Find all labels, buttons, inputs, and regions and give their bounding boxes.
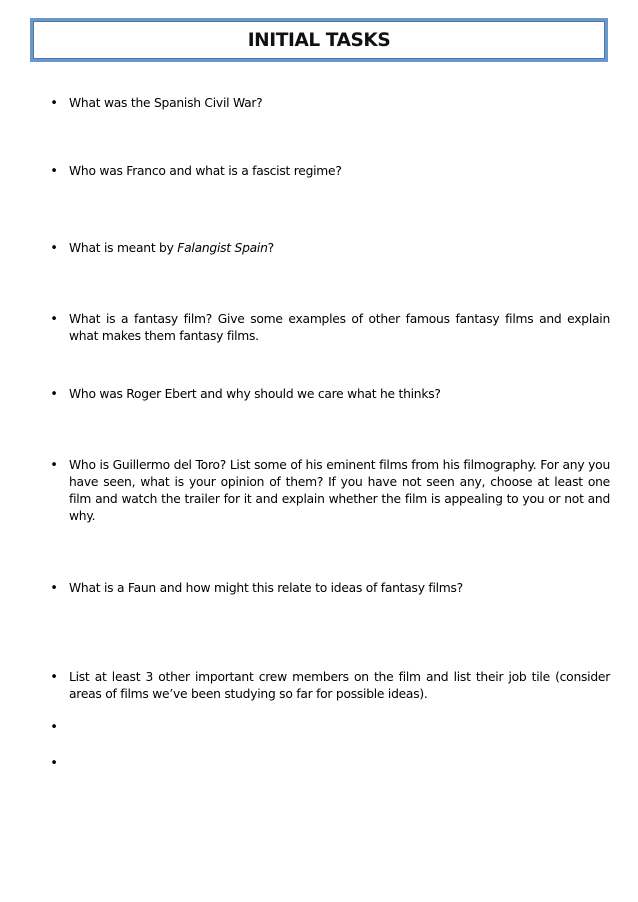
task-text <box>69 240 610 257</box>
task-text: What is a fantasy film? Give some examples of other famous fantasy films and explain what makes them fantasy films. <box>69 312 610 343</box>
task-text: What was the Spanish Civil War? <box>69 96 263 110</box>
bullet-icon: • <box>50 387 58 402</box>
bullet-icon: • <box>50 581 58 596</box>
task-item-falangist-spain <box>48 240 610 257</box>
task-text: What is a Faun and how might this relate to ideas of fantasy films? <box>69 581 463 595</box>
task-item-fantasy-film <box>48 311 610 345</box>
task-item-spanish-civil-war <box>48 95 610 112</box>
task-text: List at least 3 other important crew members on the film and list their job tile (consider areas of films we’ve been studying so far for possible ideas). <box>69 670 610 701</box>
bullet-icon: • <box>50 670 58 685</box>
bullet-icon: • <box>50 720 58 735</box>
bullet-icon: • <box>50 312 58 327</box>
task-item-faun <box>48 580 610 597</box>
task-text: Who was Roger Ebert and why should we care what he thinks? <box>69 387 441 401</box>
bullet-icon: • <box>50 756 58 771</box>
task-item-guillermo-del-toro <box>48 457 610 525</box>
task-item-franco <box>48 163 610 180</box>
page-title: INITIAL TASKS <box>247 30 391 51</box>
bullet-icon: • <box>50 96 58 111</box>
task-text: Who is Guillermo del Toro? List some of his eminent films from his filmography. For any you have seen, what is your opinion of them? If you have not seen any, choose at least one film and watch the trailer for it and explain whether the film is appealing to you or not and why. <box>69 458 610 523</box>
bullet-icon: • <box>50 241 58 256</box>
task-text-before: What is meant by <box>69 241 178 255</box>
task-text-italic: Falangist Spain <box>177 241 268 255</box>
bullet-icon: • <box>50 458 58 473</box>
bullet-icon: • <box>50 164 58 179</box>
task-text: Who was Franco and what is a fascist regime? <box>69 164 342 178</box>
task-item-roger-ebert <box>48 386 610 403</box>
task-item-crew-members <box>48 669 610 703</box>
task-text-after: ? <box>267 241 274 255</box>
title-box <box>30 18 608 62</box>
